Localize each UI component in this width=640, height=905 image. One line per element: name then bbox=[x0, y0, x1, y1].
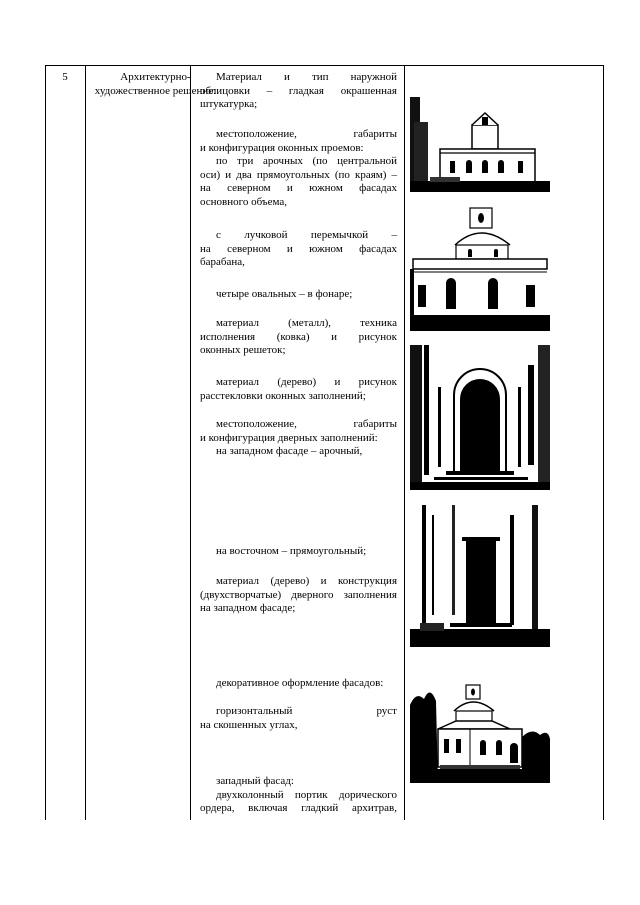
paragraph-window-glazing: материал (дерево) и рисунок расстекловки оконных заполнений; bbox=[200, 376, 397, 402]
paragraph-lantern-windows: четыре овальных – в фонаре; bbox=[216, 288, 353, 300]
paragraph-drum-windows: с лучковой перемычкой – на северном и южном фасадах барабана, bbox=[200, 229, 397, 268]
paragraph-west-facade: западный фасад: двухколонный портик дорического ордера, включая гладкий архитрав, bbox=[200, 775, 397, 814]
photo-church-side-facade bbox=[410, 77, 550, 192]
paragraph-window-openings: местоположение, габариты и конфигурация оконных проемов: по три арочных (по центральной оси) и два прямоугольных (по краям) – на северном и южном фасадах основного объема, bbox=[200, 128, 397, 208]
column-divider bbox=[190, 65, 191, 820]
paragraph-facing-material: Материал и тип наружной облицовки – гладкая окрашенная штукатурка; bbox=[200, 71, 397, 110]
photo-drum-with-windows bbox=[410, 205, 550, 331]
row-number: 5 bbox=[62, 71, 68, 83]
photo-arched-west-door bbox=[410, 345, 550, 490]
photo-church-general-view bbox=[410, 677, 550, 783]
paragraph-east-door: на восточном – прямоугольный; bbox=[216, 545, 367, 557]
paragraph-door-material: материал (дерево) и конструкция (двухстворчатые) дверного заполнения на западном фасаде; bbox=[200, 575, 397, 614]
paragraph-door-openings: местоположение, габариты и конфигурация дверных заполнений: на западном фасаде – арочный, bbox=[200, 418, 397, 457]
paragraph-rustication: горизонтальный руст на скошенных углах, bbox=[200, 705, 397, 731]
section-title: Архитектурно-художественное решение: bbox=[94, 71, 217, 97]
photo-rectangular-east-door bbox=[410, 505, 550, 647]
table-right-border bbox=[603, 65, 604, 820]
column-divider bbox=[404, 65, 405, 820]
table-left-border bbox=[45, 65, 46, 820]
column-divider bbox=[85, 65, 86, 820]
paragraph-decoration: декоративное оформление фасадов: bbox=[216, 677, 384, 689]
paragraph-window-grilles: материал (металл), техника исполнения (ковка) и рисунок оконных решеток; bbox=[200, 317, 397, 356]
table-top-border bbox=[45, 65, 604, 66]
content-table bbox=[45, 65, 604, 820]
